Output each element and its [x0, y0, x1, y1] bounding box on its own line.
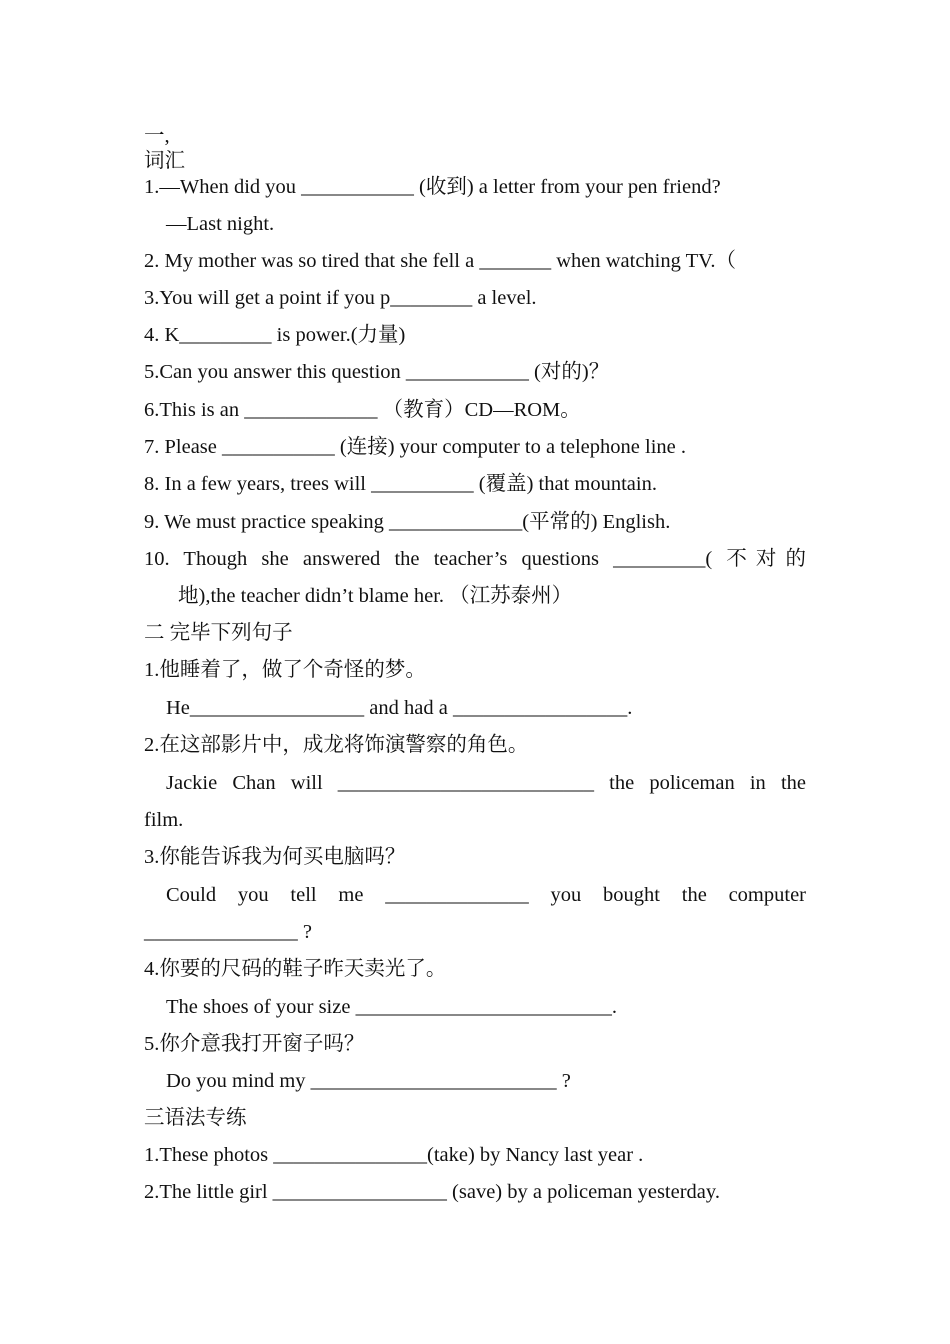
section-1-title: 词汇	[144, 150, 185, 172]
section-3-title: 三语法专练	[144, 1107, 247, 1129]
sentence-4-answer: The shoes of your size _________________________.	[166, 996, 617, 1018]
vocab-item-10: 10. Though she answered the teacher’s questions _________( 不对的	[144, 548, 806, 570]
vocab-item-7: 7. Please ___________ (连接) your computer to a telephone line .	[144, 436, 686, 458]
section-2-title: 二 完毕下列句子	[144, 622, 293, 644]
sentence-2-answer: Jackie Chan will _________________________ the policeman in the	[166, 772, 806, 794]
vocab-item-5: 5.Can you answer this question ____________ (对的)？	[144, 361, 610, 383]
section-1-marker: 一,	[144, 125, 170, 147]
sentence-1-answer: He_________________ and had a _________________.	[166, 697, 633, 719]
sentence-3-answer: Could you tell me ______________ you bought the computer	[166, 884, 806, 906]
sentence-3-prompt: 3.你能告诉我为何买电脑吗？	[144, 846, 406, 868]
vocab-item-1: 1.—When did you ___________ (收到) a letter from your pen friend?	[144, 176, 721, 198]
vocab-item-3: 3.You will get a point if you p________ a level.	[144, 287, 537, 309]
sentence-2-answer-cont: film.	[144, 809, 184, 831]
vocab-item-1-answer: —Last night.	[166, 213, 275, 235]
grammar-item-1: 1.These photos _______________(take) by Nancy last year .	[144, 1144, 644, 1166]
vocab-item-9: 9. We must practice speaking _____________(平常的) English.	[144, 511, 671, 533]
grammar-item-2: 2.The little girl _________________ (save) by a policeman yesterday.	[144, 1181, 720, 1203]
vocab-item-2: 2. My mother was so tired that she fell a _______ when watching TV.（	[144, 250, 736, 272]
sentence-5-answer: Do you mind my ________________________ ?	[166, 1070, 571, 1092]
sentence-4-prompt: 4.你要的尺码的鞋子昨天卖光了。	[144, 958, 447, 980]
sentence-1-prompt: 1.他睡着了，做了个奇怪的梦。	[144, 659, 426, 681]
vocab-item-10-cont: 地),the teacher didn’t blame her. （江苏泰州）	[178, 585, 573, 607]
vocab-item-6: 6.This is an _____________ （教育）CD—ROM。	[144, 399, 581, 421]
vocab-item-4: 4. K_________ is power.(力量)	[144, 324, 406, 346]
sentence-5-prompt: 5.你介意我打开窗子吗？	[144, 1033, 365, 1055]
sentence-3-answer-cont: _______________ ?	[144, 921, 312, 943]
sentence-2-prompt: 2.在这部影片中，成龙将饰演警察的角色。	[144, 734, 529, 756]
vocab-item-8: 8. In a few years, trees will __________ (覆盖) that mountain.	[144, 473, 657, 495]
